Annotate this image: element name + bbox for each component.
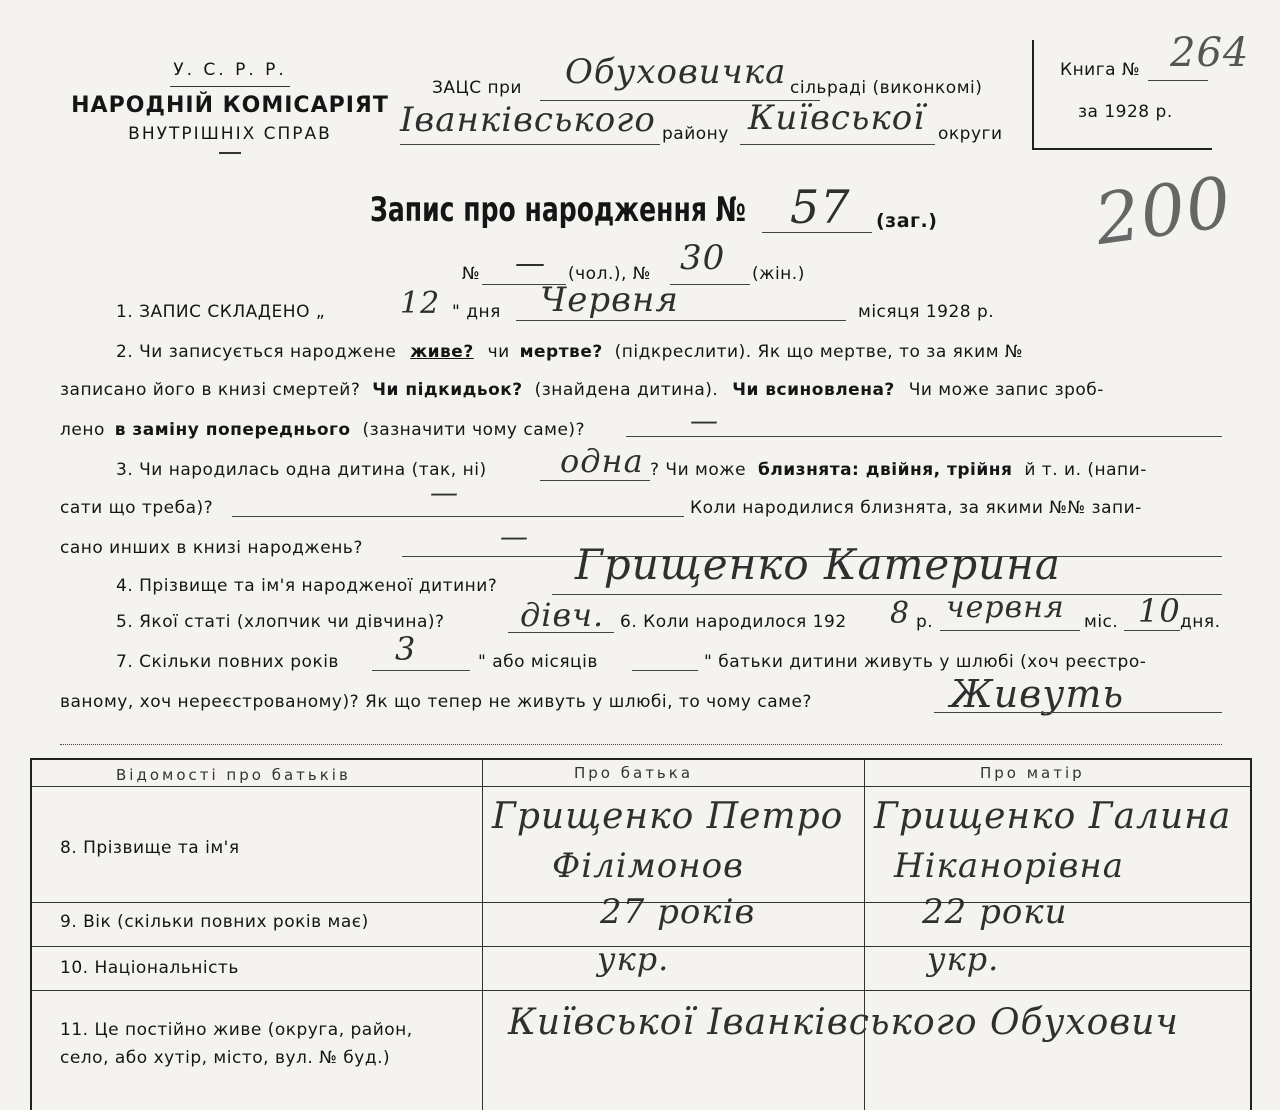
row-label-age: 9. Вік (скільки повних років має) [60,912,369,932]
female-number-hw: 30 [680,238,726,278]
male-number-hw: — [515,246,546,281]
col-divider [864,760,865,1110]
marriage-years-hw: 3 [395,630,417,668]
q2-line1 [116,342,1023,362]
birth-year-hw: 8 [890,596,911,631]
q1-month-hw: Червня [540,280,679,320]
selrada-label: сільраді (виконкомі) [790,78,983,98]
residence-hw: Київської Іванківського Обухович [508,1002,1179,1043]
marriage-status-hw: Живуть [950,672,1125,716]
father-patronymic-hw: Філімонов [552,846,744,886]
father-surname-hw: Грищенко Петро [492,796,844,837]
male-label: (чол.), № [568,264,651,284]
child-name-line [552,594,1222,595]
row-divider [32,786,1250,787]
q2-alive-option: живе? [410,342,474,362]
q3-line3a: сано инших в книзі народжень? [60,538,363,558]
margin-note-hw: 200 [1089,160,1237,262]
district-line [400,144,660,145]
okrug-name-hw: Київської [748,98,926,138]
rayon-label: району [662,124,729,144]
record-suffix: (заг.) [876,210,938,232]
q3-line1-end: й т. и. (напи- [1024,460,1147,480]
q7-line1a: 7. Скільки повних років [116,652,339,672]
birth-month-line [940,630,1080,631]
col-header-father: Про батька [574,764,694,782]
q2-line1-rest: (підкреслити). Як що мертве, то за яким № [614,342,1024,362]
record-title: Запис про народження № [370,190,746,230]
q2-line2 [60,380,1104,400]
marriage-years-line [372,670,470,671]
birth-month-hw: червня [946,590,1065,625]
q2-foundling: Чи підкидьок? [372,380,523,400]
father-nationality-hw: укр. [597,940,670,978]
q3-line2-line [232,516,684,517]
zags-prefix: ЗАЦС при [432,78,522,98]
village-name-hw: Обуховичка [565,52,787,92]
q2-question: 2. Чи записується народжене [116,342,397,362]
record-number-line [762,232,872,233]
q1-day-hw: 12 [400,286,441,321]
q3-answer-hw: одна [560,442,644,480]
q1-day-label: " дня [452,302,501,322]
col-divider [482,760,483,1110]
q3-question: 3. Чи народилась одна дитина (так, ні) [116,460,487,480]
q2-answer-line [626,436,1222,437]
okrug-line [740,144,935,145]
mother-nationality-hw: укр. [927,940,1000,978]
republic-label: У. С. Р. Р. [173,60,287,80]
q7-extra-line [60,744,1222,745]
q2-answer-hw: — [690,404,719,437]
district-name-hw: Іванківського [400,100,656,140]
okrug-label: округи [938,124,1003,144]
q6-day-label: дня. [1180,612,1221,632]
father-age-hw: 27 років [600,892,756,932]
mother-age-hw: 22 роки [922,892,1068,932]
book-number-line [1148,80,1208,81]
divider [170,86,290,87]
q2-foundling-note: (знайдена дитина). [534,380,719,400]
number-label: № [462,264,481,284]
mother-surname-hw: Грищенко Галина [874,796,1232,837]
book-number-hw: 264 [1170,30,1250,76]
book-year: за 1928 р. [1078,102,1173,122]
record-number-hw: 57 [790,180,851,234]
birth-day-hw: 10 [1138,592,1181,630]
q1-month-line [516,320,846,321]
row-label-residence: 11. Це постійно живе (округа, район, [60,1020,413,1040]
mother-patronymic-hw: Ніканорівна [894,846,1125,886]
q1-month-label: місяця 1928 р. [858,302,995,322]
row-label-residence-2: село, або хутір, місто, вул. № буд.) [60,1048,391,1068]
q4-label: 4. Прізвище та ім'я народженої дитини? [116,576,498,596]
q7-line1c: " батьки дитини живуть у шлюбі (хоч реєстро- [704,652,1147,672]
female-number-line [670,284,750,285]
row-label-nationality: 10. Національність [60,958,239,978]
q3-twins: близнята: двійня, трійня [757,460,1013,480]
child-sex-line [508,632,614,633]
q2-death-book: записано його в книзі смертей? [60,380,361,400]
divider [219,152,241,154]
q1-text: 1. ЗАПИС СКЛАДЕНО „ [116,302,326,322]
department-label: ВНУТРІШНІХ СПРАВ [128,124,332,144]
q3-answer-line [540,480,650,481]
q2-replacement: в заміну попереднього [114,420,351,440]
q2-line2-rest: Чи може запис зроб- [908,380,1104,400]
q7-line1b: " або місяців [478,652,598,672]
q3-line1-rest [650,460,1147,480]
q3-twins-q: ? Чи може [650,460,747,480]
q6-label: 6. Коли народилося 192 [620,612,847,632]
marriage-status-line [934,712,1222,713]
q7-line2: ваному, хоч нереєстрованому)? Як що тепер не живуть у шлюбі, то чому саме? [60,692,812,712]
row-label-name: 8. Прізвище та ім'я [60,838,240,858]
book-label: Книга № [1060,60,1141,80]
commissariat-label: НАРОДНІЙ КОМІСАРІЯТ [71,93,389,118]
q5-label: 5. Якої статі (хлопчик чи дівчина)? [116,612,445,632]
q2-line3-a: лено [60,420,105,440]
q3-line2a: сати що треба)? [60,498,214,518]
col-header-info: Відомості про батьків [116,766,351,784]
female-label: (жін.) [752,264,805,284]
q2-adopted: Чи всиновлена? [732,380,895,400]
marriage-months-line [632,670,698,671]
child-sex-hw: дівч. [520,596,605,634]
col-header-mother: Про матір [980,764,1085,782]
issuer-block [60,60,400,154]
q2-line3-b: (зазначити чому саме)? [362,420,586,440]
child-name-hw: Грищенко Катерина [575,540,1061,589]
parents-table [30,758,1252,1110]
q2-dead-option: мертве? [519,342,603,362]
q2-line3 [60,420,585,440]
q3-line2-hw: — [430,476,459,509]
q3-line3-hw: — [500,520,529,553]
row-divider [32,990,1250,991]
q6-month-label: міс. [1084,612,1119,632]
birth-day-line [1124,630,1180,631]
q2-or: чи [487,342,510,362]
q6-year-suffix: р. [916,612,934,632]
q3-line2b: Коли народилися близнята, за якими №№ запи- [690,498,1142,518]
